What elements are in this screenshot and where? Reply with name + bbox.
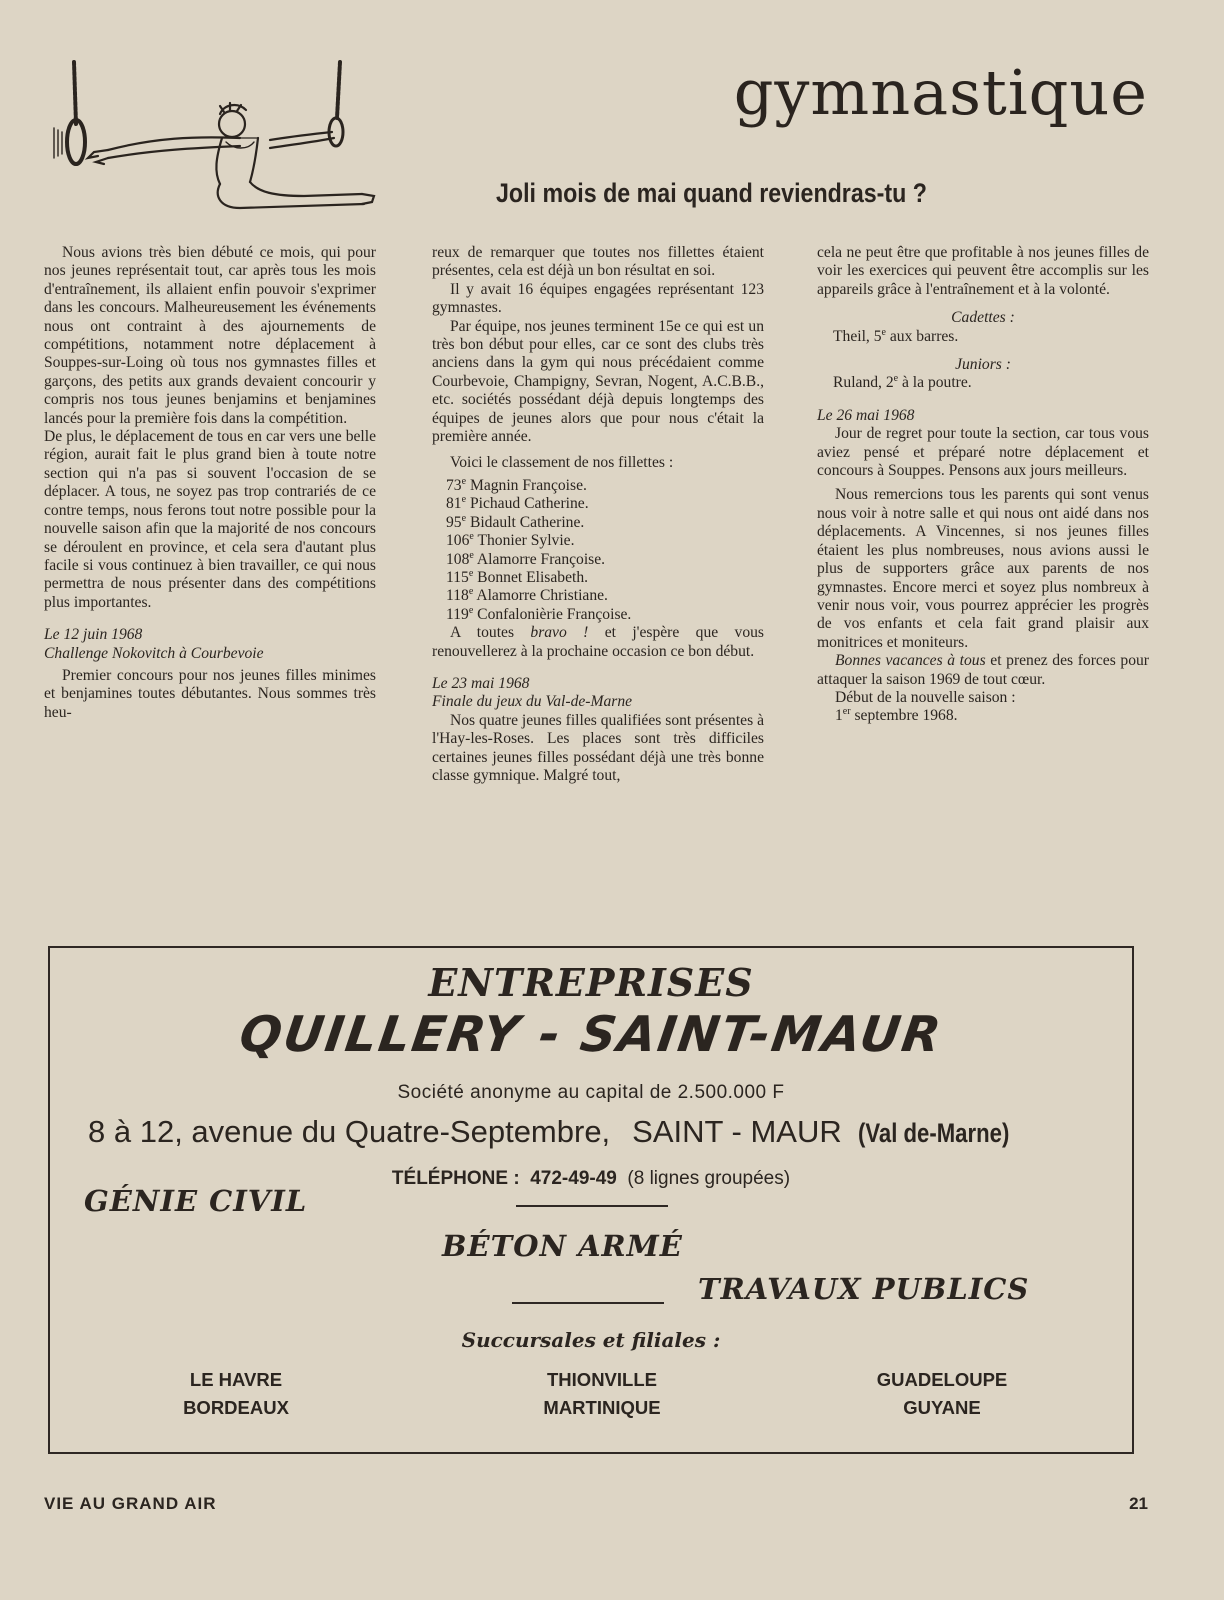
ad-telephone: TÉLÉPHONE : 472-49-49 (8 lignes groupées) xyxy=(391,1168,791,1189)
paragraph: Nos quatre jeunes filles qualifiées sont présentes à l'Hay-les-Roses. Les places sont très difficiles certaines jeunes filles possédant déjà une très bonne classe gymnique. Malgré tout, xyxy=(432,711,764,784)
event-date: Le 12 juin 1968 xyxy=(44,626,143,644)
ranking-item: 108e Alamorre Françoise. xyxy=(446,549,606,568)
result-line: Ruland, 2e à la poutre. xyxy=(833,373,972,392)
ranking-item: 106e Thonier Sylvie. xyxy=(446,530,575,550)
ranking-item: 95e Bidault Catherine. xyxy=(446,512,585,531)
paragraph: Par équipe, nos jeunes terminent 15e ce qui est un très bon début pour elles, car ce sont des clubs très anciens dans la gym qui nous précédaient comme Courbevoie, Champigny, Sevran, Nogent, A.C.B.B., etc. sociétés possédant déjà depuis longtemps des équipes de jeunes alors que pour nous c'était la première année. xyxy=(432,317,764,446)
article-subtitle: Joli mois de mai quand reviendras-tu ? xyxy=(496,178,927,208)
paragraph: 1er septembre 1968. xyxy=(835,706,958,725)
paragraph: Nous avions très bien débuté ce mois, qui pour nos jeunes représentait tout, car après tous les mois d'entraînement, ils allaient enfin pouvoir s'exprimer dans les concours. Malheureusement les événements nous ont contraint à des ajournements de compétitions, notamment notre déplacement à Souppes-sur-Loing où tous nos gymnastes filles et garçons, des petits aux grands devaient concourir y compris nos tous jeunes benjamins et benjamines lancés pour la première fois dans la compétition. xyxy=(44,244,376,427)
result-line: Theil, 5e aux barres. xyxy=(833,326,959,345)
divider xyxy=(512,1302,664,1304)
paragraph: Premier concours pour nos jeunes filles minimes et benjamines toutes débutantes. Nous sommes très heu- xyxy=(44,666,376,721)
section-title: gymnastique xyxy=(733,56,1148,129)
event-date: Le 26 mai 1968 xyxy=(817,406,915,424)
category-heading: Cadettes : xyxy=(951,309,1015,327)
ad-branches-title: Succursales et filiales : xyxy=(461,1328,721,1352)
paragraph: cela ne peut être que profitable à nos jeunes filles de voir les exercices qui peuvent être accomplis sur les appareils grâce à l'entraînement et à la volonté. xyxy=(817,244,1149,298)
ad-address: 8 à 12, avenue du Quatre-Septembre, SAINT - MAUR (Val de-Marne) xyxy=(88,1114,1010,1149)
article-column-2 xyxy=(432,244,764,785)
ranking-item: 73e Magnin Françoise. xyxy=(446,475,587,494)
ranking-list xyxy=(432,477,764,624)
paragraph: A toutes bravo ! et j'espère que vous renouvellerez à la prochaine occasion ce bon début. xyxy=(432,624,764,660)
event-name: Challenge Nokovitch à Courbevoie xyxy=(44,644,264,662)
magazine-name: VIE AU GRAND AIR xyxy=(44,1494,217,1513)
gymnast-rings-illustration xyxy=(44,58,384,223)
ranking-item: 119e Confalonièrie Françoise. xyxy=(446,604,632,623)
paragraph: Voici le classement de nos fillettes : xyxy=(450,454,674,472)
ad-service: GÉNIE CIVIL xyxy=(84,1184,308,1218)
paragraph: Jour de regret pour toute la section, car tous vous aviez pensé et préparé notre déplacement et concours à Souppes. Pensons aux jours meilleurs. xyxy=(817,425,1149,480)
ranking-item: 81e Pichaud Catherine. xyxy=(446,494,589,513)
paragraph: De plus, le déplacement de tous en car vers une belle région, aurait fait le plus grand bien à toute notre section qui n'a pas si souvent l'occasion de se déplacer. A tous, ne soyez pas trop contrariés de ce contre temps, nous ferons tout notre possible pour la nouvelle saison afin que la majorité de nos concours se déroulent en province, et cela sera d'autant plus facile si vous continuez à bien travailler, ce qui nous permettra de nous présenter dans des compétitions plus importantes. xyxy=(44,428,376,611)
ad-branch-group: GUADELOUPE GUYANE xyxy=(876,1369,1008,1418)
paragraph: Il y avait 16 équipes engagées représentant 123 gymnastes. xyxy=(432,280,764,317)
paragraph: Bonnes vacances à tous et prenez des forces pour attaquer la saison 1969 de tout cœur. xyxy=(817,652,1149,688)
event-name: Finale du jeux du Val-de-Marne xyxy=(432,693,633,711)
ad-branch-group: LE HAVRE BORDEAUX xyxy=(183,1369,289,1418)
ranking-item: 115e Bonnet Elisabeth. xyxy=(446,567,589,586)
ranking-item: 118e Alamorre Christiane. xyxy=(446,586,608,605)
category-heading: Juniors : xyxy=(955,356,1011,374)
ad-branch-group: THIONVILLE MARTINIQUE xyxy=(543,1369,661,1418)
article-column-3 xyxy=(817,244,1149,726)
advertisement-box xyxy=(48,946,1134,1454)
ad-capital: Société anonyme au capital de 2.500.000 F xyxy=(397,1082,785,1103)
paragraph: Début de la nouvelle saison : xyxy=(835,688,1016,706)
ad-service: TRAVAUX PUBLICS xyxy=(698,1272,1030,1306)
article-column-1 xyxy=(44,244,376,722)
ad-company-name: QUILLERY - SAINT-MAUR xyxy=(236,1006,946,1063)
ad-heading: ENTREPRISES xyxy=(428,960,754,1005)
page-number: 21 xyxy=(1129,1494,1148,1513)
paragraph: reux de remarquer que toutes nos fillettes étaient présentes, cela est déjà un bon résultat en soi. xyxy=(432,244,764,280)
divider xyxy=(516,1205,668,1207)
ad-service: BÉTON ARMÉ xyxy=(442,1229,683,1263)
event-date: Le 23 mai 1968 xyxy=(432,674,530,692)
paragraph: Nous remercions tous les parents qui sont venus nous voir à notre salle et qui nous ont aidé dans nos déplacements. A Vincennes, si nos jeunes filles étaient les plus nombreuses, nous avions aussi le plus de supporters grâce aux parents de nos gymnastes. Encore merci et soyez plus nombreux à venir nous voir, vous pourrez apprécier les progrès de vos enfants et cela fait grand plaisir aux monitrices et moniteurs. xyxy=(817,486,1149,651)
